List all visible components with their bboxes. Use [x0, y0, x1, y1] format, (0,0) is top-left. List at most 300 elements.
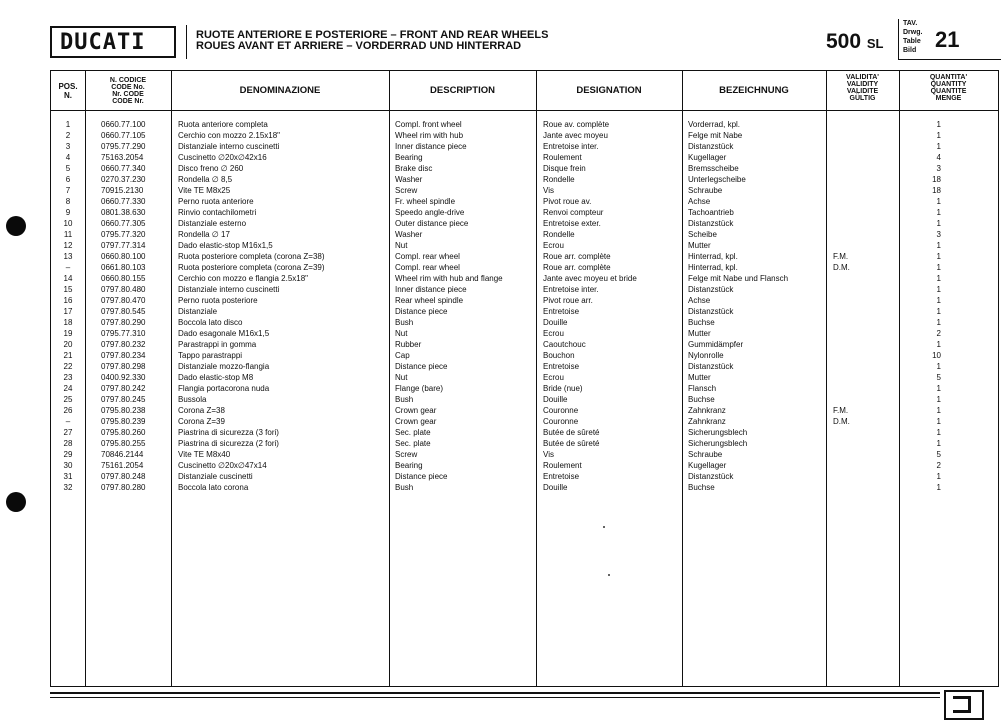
cell-code: 0660.77.100	[101, 120, 146, 129]
cell-code: 0795.80.239	[101, 417, 146, 426]
cell-it: Perno ruota posteriore	[178, 296, 258, 305]
cell-pos: 22	[63, 362, 73, 371]
cell-fr: Bouchon	[543, 351, 575, 360]
table-row	[51, 229, 998, 240]
cell-en: Cap	[395, 351, 410, 360]
cell-code: 0795.80.260	[101, 428, 146, 437]
cell-de: Nylonrolle	[688, 351, 724, 360]
cell-en: Bearing	[395, 461, 423, 470]
cell-code: 0795.80.238	[101, 406, 146, 415]
cell-de: Gummidämpfer	[688, 340, 744, 349]
table-row	[51, 284, 998, 295]
cell-en: Inner distance piece	[395, 285, 467, 294]
cell-de: Felge mit Nabe	[688, 131, 743, 140]
cell-it: Distanziale esterno	[178, 219, 247, 228]
cell-fr: Renvoi compteur	[543, 208, 604, 217]
cell-it: Ruota posteriore completa (corona Z=39)	[178, 263, 325, 272]
cell-de: Unterlegscheibe	[688, 175, 746, 184]
cell-it: Boccola lato disco	[178, 318, 243, 327]
table-label: Bild	[903, 47, 917, 54]
model-number: 500	[826, 30, 862, 53]
cell-fr: Pivot roue av.	[543, 197, 592, 206]
cell-it: Ruota anteriore completa	[178, 120, 268, 129]
cell-fr: Couronne	[543, 406, 579, 415]
cell-fr: Ecrou	[543, 373, 564, 382]
cell-code: 0797.80.234	[101, 351, 146, 360]
cell-de: Kugellager	[688, 153, 727, 162]
header-divider	[186, 25, 187, 59]
cell-de: Scheibe	[688, 230, 717, 239]
table-number-box	[898, 19, 1001, 60]
cell-en: Inner distance piece	[395, 142, 467, 151]
table-row	[51, 427, 998, 438]
cell-de: Distanzstück	[688, 472, 734, 481]
table-row	[51, 207, 998, 218]
cell-pos: 10	[63, 219, 73, 228]
cell-val: F.M.	[833, 406, 849, 415]
model-suffix: SL	[866, 36, 884, 51]
cell-en: Compl. rear wheel	[395, 263, 460, 272]
cell-pos: 9	[65, 208, 71, 217]
cell-pos: 32	[63, 483, 73, 492]
table-row	[51, 383, 998, 394]
cell-pos: 8	[65, 197, 71, 206]
table-row	[51, 119, 998, 130]
cell-pos: 15	[63, 285, 73, 294]
cell-de: Distanzstück	[688, 219, 734, 228]
cell-val: F.M.	[833, 252, 849, 261]
cell-it: Corona Z=39	[178, 417, 225, 426]
table-label: TAV.	[903, 20, 918, 27]
cell-pos: 21	[63, 351, 73, 360]
binder-hole	[6, 492, 26, 512]
cell-qty: 1	[936, 120, 941, 129]
cell-pos: 3	[65, 142, 71, 151]
table-row	[51, 273, 998, 284]
cell-fr: Jante avec moyeu et bride	[543, 274, 637, 283]
cell-code: 0797.80.245	[101, 395, 146, 404]
cell-it: Disco freno ∅ 260	[178, 164, 244, 173]
cell-code: 0660.80.100	[101, 252, 146, 261]
cell-de: Sicherungsblech	[688, 439, 748, 448]
cell-en: Brake disc	[395, 164, 433, 173]
cell-de: Vorderrad, kpl.	[688, 120, 741, 129]
cell-pos: 27	[63, 428, 73, 437]
cell-qty: 3	[936, 230, 941, 239]
cell-qty: 2	[936, 461, 941, 470]
cell-fr: Jante avec moyeu	[543, 131, 608, 140]
cell-fr: Couronne	[543, 417, 579, 426]
parts-table	[50, 70, 999, 687]
table-row	[51, 449, 998, 460]
table-row	[51, 141, 998, 152]
cell-qty: 3	[936, 164, 941, 173]
cell-en: Distance piece	[395, 362, 448, 371]
cell-fr: Butée de sûreté	[543, 428, 600, 437]
cell-code: 75163.2054	[101, 153, 144, 162]
cell-qty: 1	[936, 439, 941, 448]
cell-qty: 1	[936, 384, 941, 393]
table-row	[51, 416, 998, 427]
table-row	[51, 218, 998, 229]
cell-it: Cerchio con mozzo e flangia 2.5x18"	[178, 274, 309, 283]
page-header	[50, 19, 1000, 59]
table-row	[51, 460, 998, 471]
cell-qty: 1	[936, 197, 941, 206]
cell-en: Rubber	[395, 340, 422, 349]
col-header-quantity: QUANTITA' QUANTITY QUANTITE MENGE	[929, 74, 968, 102]
col-header-bezeichnung: BEZEICHNUNG	[719, 85, 789, 96]
cell-code: 0270.37.230	[101, 175, 146, 184]
cell-qty: 1	[936, 472, 941, 481]
ducati-mark-icon	[944, 690, 984, 720]
cell-de: Achse	[688, 296, 711, 305]
cell-fr: Roue av. complète	[543, 120, 610, 129]
cell-pos: 1	[65, 120, 71, 129]
cell-en: Sec. plate	[395, 428, 431, 437]
table-row	[51, 295, 998, 306]
cell-code: 0797.77.314	[101, 241, 146, 250]
cell-code: 0797.80.470	[101, 296, 146, 305]
table-row	[51, 240, 998, 251]
scan-speck	[608, 574, 610, 576]
cell-qty: 1	[936, 406, 941, 415]
cell-en: Crown gear	[395, 417, 437, 426]
cell-en: Bearing	[395, 153, 423, 162]
cell-it: Flangia portacorona nuda	[178, 384, 270, 393]
cell-qty: 1	[936, 362, 941, 371]
cell-fr: Entretoise	[543, 362, 580, 371]
cell-en: Bush	[395, 395, 414, 404]
cell-pos: –	[65, 417, 71, 426]
cell-de: Distanzstück	[688, 142, 734, 151]
cell-code: 0797.80.248	[101, 472, 146, 481]
cell-fr: Roue arr. complète	[543, 252, 611, 261]
cell-code: 0797.80.242	[101, 384, 146, 393]
table-row	[51, 317, 998, 328]
cell-en: Speedo angle-drive	[395, 208, 465, 217]
cell-code: 0795.77.320	[101, 230, 146, 239]
cell-pos: 6	[65, 175, 71, 184]
cell-it: Bussola	[178, 395, 207, 404]
cell-fr: Butée de sûreté	[543, 439, 600, 448]
cell-pos: 31	[63, 472, 73, 481]
table-row	[51, 130, 998, 141]
cell-de: Distanzstück	[688, 362, 734, 371]
cell-code: 0660.77.340	[101, 164, 146, 173]
col-header-code: N. CODICE CODE No. Nr. CODE CODE Nr.	[109, 76, 147, 105]
cell-qty: 1	[936, 296, 941, 305]
cell-pos: 24	[63, 384, 73, 393]
cell-en: Washer	[395, 230, 423, 239]
table-label: Table	[903, 38, 921, 45]
cell-en: Wheel rim with hub and flange	[395, 274, 503, 283]
cell-en: Nut	[395, 373, 408, 382]
cell-pos: 11	[63, 230, 73, 239]
cell-en: Fr. wheel spindle	[395, 197, 456, 206]
cell-en: Screw	[395, 186, 418, 195]
cell-it: Vite TE M8x40	[178, 450, 231, 459]
cell-en: Rear wheel spindle	[395, 296, 464, 305]
cell-pos: 17	[63, 307, 73, 316]
cell-pos: 29	[63, 450, 73, 459]
scan-speck	[603, 526, 605, 528]
cell-code: 70915.2130	[101, 186, 144, 195]
cell-qty: 1	[936, 131, 941, 140]
table-row	[51, 174, 998, 185]
cell-de: Mutter	[688, 329, 711, 338]
cell-en: Nut	[395, 329, 408, 338]
cell-code: 75161.2054	[101, 461, 144, 470]
col-header-validity: VALIDITA' VALIDITY VALIDITE GÜLTIG	[846, 74, 879, 102]
cell-fr: Vis	[543, 450, 554, 459]
cell-code: 0801.38.630	[101, 208, 146, 217]
cell-pos: 4	[65, 153, 71, 162]
cell-qty: 1	[936, 428, 941, 437]
cell-code: 0795.80.255	[101, 439, 146, 448]
cell-de: Schraube	[688, 186, 723, 195]
table-label: Drwg.	[903, 29, 923, 36]
cell-qty: 1	[936, 263, 941, 272]
table-row	[51, 328, 998, 339]
cell-en: Compl. front wheel	[395, 120, 462, 129]
cell-qty: 1	[936, 395, 941, 404]
cell-de: Felge mit Nabe und Flansch	[688, 274, 789, 283]
cell-pos: 16	[63, 296, 73, 305]
table-row	[51, 482, 998, 493]
cell-pos: 18	[63, 318, 73, 327]
cell-qty: 5	[936, 373, 941, 382]
cell-code: 0797.80.298	[101, 362, 146, 371]
cell-en: Crown gear	[395, 406, 437, 415]
col-header-denominazione: DENOMINAZIONE	[239, 85, 321, 96]
table-row	[51, 438, 998, 449]
cell-it: Parastrappi in gomma	[178, 340, 257, 349]
cell-code: 0797.80.545	[101, 307, 146, 316]
cell-de: Distanzstück	[688, 307, 734, 316]
page-title-line1: RUOTE ANTERIORE E POSTERIORE – FRONT AND REAR WHEELS	[196, 29, 549, 41]
cell-val: D.M.	[833, 417, 850, 426]
table-row	[51, 350, 998, 361]
cell-de: Schraube	[688, 450, 723, 459]
cell-fr: Douille	[543, 318, 568, 327]
cell-fr: Rondelle	[543, 175, 575, 184]
cell-de: Zahnkranz	[688, 406, 726, 415]
table-row	[51, 185, 998, 196]
cell-qty: 1	[936, 318, 941, 327]
cell-code: 0797.80.480	[101, 285, 146, 294]
cell-pos: 23	[63, 373, 73, 382]
cell-fr: Rondelle	[543, 230, 575, 239]
cell-it: Dado elastic-stop M16x1,5	[178, 241, 273, 250]
cell-fr: Roue arr. complète	[543, 263, 611, 272]
cell-pos: –	[65, 263, 71, 272]
cell-de: Achse	[688, 197, 711, 206]
cell-fr: Ecrou	[543, 241, 564, 250]
cell-en: Nut	[395, 241, 408, 250]
table-row	[51, 262, 998, 273]
table-row	[51, 471, 998, 482]
col-header-pos: POS. N.	[58, 81, 78, 100]
cell-it: Cerchio con mozzo 2.15x18"	[178, 131, 281, 140]
cell-it: Piastrina di sicurezza (2 fori)	[178, 439, 279, 448]
cell-qty: 1	[936, 417, 941, 426]
cell-fr: Bride (nue)	[543, 384, 583, 393]
ducati-logo	[50, 26, 176, 58]
cell-it: Rinvio contachilometri	[178, 208, 257, 217]
cell-it: Corona Z=38	[178, 406, 225, 415]
parts-rows	[51, 119, 998, 493]
cell-code: 0661.80.103	[101, 263, 146, 272]
cell-de: Hinterrad, kpl.	[688, 263, 738, 272]
cell-it: Rondella ∅ 17	[178, 230, 230, 239]
cell-code: 70846.2144	[101, 450, 144, 459]
logo-text: DUCATI	[60, 30, 146, 55]
cell-it: Piastrina di sicurezza (3 fori)	[178, 428, 279, 437]
cell-qty: 1	[936, 241, 941, 250]
cell-it: Distanziale interno cuscinetti	[178, 142, 280, 151]
cell-de: Buchse	[688, 483, 715, 492]
cell-fr: Roulement	[543, 153, 582, 162]
cell-fr: Entretoise inter.	[543, 142, 599, 151]
cell-it: Distanziale	[178, 307, 218, 316]
cell-code: 0795.77.290	[101, 142, 146, 151]
cell-de: Bremsscheibe	[688, 164, 739, 173]
cell-en: Outer distance piece	[395, 219, 469, 228]
cell-fr: Entretoise	[543, 307, 580, 316]
cell-pos: 5	[65, 164, 71, 173]
cell-pos: 13	[63, 252, 73, 261]
table-row	[51, 372, 998, 383]
cell-code: 0400.92.330	[101, 373, 146, 382]
table-row	[51, 405, 998, 416]
cell-qty: 1	[936, 285, 941, 294]
cell-qty: 1	[936, 219, 941, 228]
table-row	[51, 361, 998, 372]
cell-code: 0660.77.330	[101, 197, 146, 206]
cell-it: Cuscinetto ∅20x∅42x16	[178, 153, 267, 162]
cell-qty: 1	[936, 274, 941, 283]
table-row	[51, 306, 998, 317]
cell-de: Tachoantrieb	[688, 208, 734, 217]
cell-de: Mutter	[688, 373, 711, 382]
cell-qty: 18	[932, 175, 941, 184]
cell-it: Distanziale cuscinetti	[178, 472, 253, 481]
cell-qty: 1	[936, 307, 941, 316]
cell-pos: 19	[63, 329, 73, 338]
header-rule	[51, 110, 998, 111]
cell-fr: Entretoise exter.	[543, 219, 601, 228]
cell-fr: Disque frein	[543, 164, 586, 173]
cell-pos: 30	[63, 461, 73, 470]
cell-en: Bush	[395, 483, 414, 492]
cell-en: Bush	[395, 318, 414, 327]
cell-en: Distance piece	[395, 472, 448, 481]
cell-code: 0660.80.155	[101, 274, 146, 283]
cell-qty: 18	[932, 186, 941, 195]
cell-en: Distance piece	[395, 307, 448, 316]
col-header-designation: DESIGNATION	[576, 85, 642, 96]
cell-pos: 26	[63, 406, 73, 415]
cell-code: 0795.77.310	[101, 329, 146, 338]
cell-fr: Pivot roue arr.	[543, 296, 593, 305]
cell-fr: Douille	[543, 395, 568, 404]
cell-it: Perno ruota anteriore	[178, 197, 254, 206]
cell-code: 0660.77.305	[101, 219, 146, 228]
table-row	[51, 394, 998, 405]
cell-fr: Caoutchouc	[543, 340, 586, 349]
cell-en: Flange (bare)	[395, 384, 444, 393]
cell-fr: Roulement	[543, 461, 582, 470]
table-row	[51, 163, 998, 174]
cell-pos: 12	[63, 241, 73, 250]
table-row	[51, 152, 998, 163]
binder-hole	[6, 216, 26, 236]
cell-pos: 25	[63, 395, 73, 404]
cell-de: Sicherungsblech	[688, 428, 748, 437]
cell-qty: 1	[936, 252, 941, 261]
cell-code: 0797.80.290	[101, 318, 146, 327]
cell-fr: Ecrou	[543, 329, 564, 338]
cell-en: Washer	[395, 175, 423, 184]
cell-en: Screw	[395, 450, 418, 459]
cell-fr: Douille	[543, 483, 568, 492]
cell-pos: 2	[65, 131, 71, 140]
cell-de: Buchse	[688, 395, 715, 404]
cell-it: Cuscinetto ∅20x∅47x14	[178, 461, 267, 470]
cell-it: Distanziale mozzo-flangia	[178, 362, 270, 371]
cell-it: Boccola lato corona	[178, 483, 249, 492]
table-row	[51, 339, 998, 350]
cell-qty: 2	[936, 329, 941, 338]
page-title-line2: ROUES AVANT ET ARRIERE – VORDERRAD UND HINTERRAD	[196, 40, 522, 52]
cell-pos: 14	[63, 274, 73, 283]
cell-de: Mutter	[688, 241, 711, 250]
cell-pos: 20	[63, 340, 73, 349]
cell-it: Dado elastic-stop M8	[178, 373, 254, 382]
cell-de: Buchse	[688, 318, 715, 327]
cell-it: Vite TE M8x25	[178, 186, 231, 195]
cell-qty: 4	[936, 153, 941, 162]
cell-it: Distanziale interno cuscinetti	[178, 285, 280, 294]
cell-code: 0660.77.105	[101, 131, 146, 140]
cell-de: Kugellager	[688, 461, 727, 470]
cell-it: Dado esagonale M16x1,5	[178, 329, 270, 338]
cell-code: 0797.80.232	[101, 340, 146, 349]
cell-pos: 7	[65, 186, 71, 195]
cell-de: Flansch	[688, 384, 717, 393]
cell-pos: 28	[63, 439, 73, 448]
table-number: 21	[935, 27, 960, 52]
table-row	[51, 196, 998, 207]
cell-val: D.M.	[833, 263, 850, 272]
cell-de: Distanzstück	[688, 285, 734, 294]
cell-it: Tappo parastrappi	[178, 351, 243, 360]
cell-qty: 5	[936, 450, 941, 459]
cell-de: Hinterrad, kpl.	[688, 252, 738, 261]
cell-it: Ruota posteriore completa (corona Z=38)	[178, 252, 325, 261]
cell-it: Rondella ∅ 8,5	[178, 175, 233, 184]
cell-code: 0797.80.280	[101, 483, 146, 492]
cell-fr: Entretoise inter.	[543, 285, 599, 294]
cell-de: Zahnkranz	[688, 417, 726, 426]
col-header-description: DESCRIPTION	[430, 85, 495, 96]
cell-en: Sec. plate	[395, 439, 431, 448]
cell-fr: Vis	[543, 186, 554, 195]
cell-fr: Entretoise	[543, 472, 580, 481]
cell-en: Wheel rim with hub	[395, 131, 464, 140]
footer-rule	[50, 697, 940, 698]
